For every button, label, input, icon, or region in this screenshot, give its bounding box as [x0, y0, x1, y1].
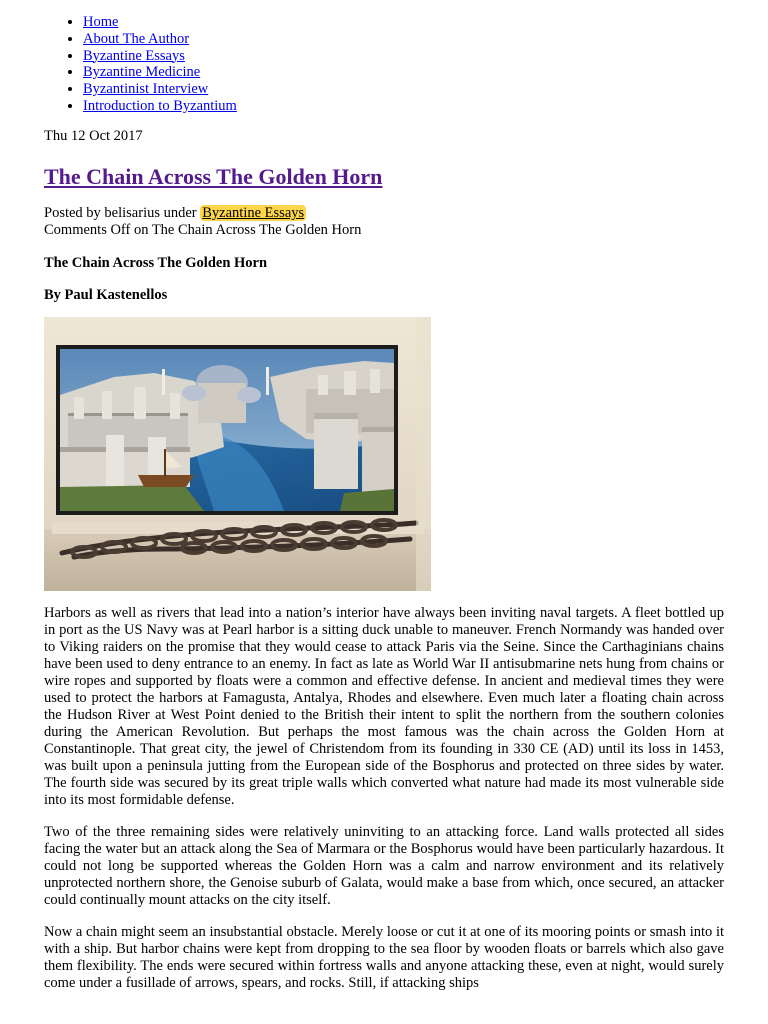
nav-item-home	[83, 14, 724, 31]
site-nav	[44, 14, 724, 115]
post-title-link[interactable]: The Chain Across The Golden Horn	[44, 163, 383, 189]
comments-status: Comments Off on The Chain Across The Golden Horn	[44, 221, 362, 238]
nav-item-about-the-author	[83, 31, 724, 48]
posted-by-text: Posted by belisarius under	[44, 204, 201, 221]
article-heading: The Chain Across The Golden Horn	[44, 254, 268, 271]
article-body	[44, 605, 724, 992]
nav-link-about-the-author[interactable]: About The Author	[83, 30, 190, 47]
page	[44, 0, 724, 992]
article-image	[44, 317, 431, 591]
nav-link-byzantine-medicine[interactable]: Byzantine Medicine	[83, 64, 201, 81]
nav-item-introduction-to-byzantium	[83, 98, 724, 115]
post-title	[44, 164, 724, 190]
nav-link-introduction-to-byzantium[interactable]: Introduction to Byzantium	[83, 97, 237, 114]
nav-item-byzantinist-interview	[83, 81, 724, 98]
nav-link-byzantinist-interview[interactable]: Byzantinist Interview	[83, 81, 209, 98]
article-paragraph: Now a chain might seem an insubstantial obstacle. Merely loose or cut it at one of its mooring points or smash into it with a ship. But harbor chains were kept from dropping to the sea floor by wooden floats or barrels which also gave them flexibility. The ends were secured within fortress walls and anyone attacking these, even at night, would surely come under a fusillade of arrows, spears, and rocks. Still, if attacking ships	[44, 923, 724, 991]
posted-by-line	[44, 205, 724, 222]
post-meta	[44, 205, 724, 239]
nav-item-byzantine-medicine	[83, 64, 724, 81]
nav-link-byzantine-essays[interactable]: Byzantine Essays	[83, 47, 185, 64]
article-paragraph: Two of the three remaining sides were relatively uninviting to an attacking force. Land walls protected all sides facing the water but an attack along the Sea of Marmara or the Bosphorus would have been particularly hazardous. It could not long be supported whereas the Golden Horn was a calm and narrow environment and its relatively unprotected northern shore, the Genoise suburb of Galata, would make a base from which, once secured, an attacker could continually mount attacks on the city itself.	[44, 823, 724, 908]
golden-horn-chain-photo	[44, 317, 431, 591]
nav-item-byzantine-essays	[83, 48, 724, 65]
post-date: Thu 12 Oct 2017	[44, 127, 143, 144]
article-byline: By Paul Kastenellos	[44, 286, 168, 303]
article-paragraph: Harbors as well as rivers that lead into a nation’s interior have always been inviting naval targets. A fleet bottled up in port as the US Navy was at Pearl harbor is a sitting duck unable to maneuver. French Normandy was handed over to Viking raiders on the promise that they would cease to attack Paris via the Seine. Since the Carthaginians chains have been used to deny entrance to an enemy. In fact as late as World War II antisubmarine nets hung from chains or wire ropes and supported by floats were a common and effective defense. In ancient and medieval times they were used to protect the harbors at Famagusta, Antalya, Rhodes and elsewhere. Even much later a floating chain across the Hudson River at West Point denied to the British their intent to split the northern from the southern colonies during the American Revolution. But perhaps the most famous was the chain across the Golden Horn at Constantinople. That great city, the jewel of Christendom from its founding in 330 CE (AD) until its loss in 1453, was built upon a peninsula jutting from the European side of the Bosphorus and protected on three sides by water. The fourth side was secured by its great triple walls which converted what nature had made its most vulnerable side into its most formidable defense.	[44, 604, 724, 808]
category-link[interactable]: Byzantine Essays	[202, 204, 305, 221]
nav-link-home[interactable]: Home	[83, 14, 119, 30]
